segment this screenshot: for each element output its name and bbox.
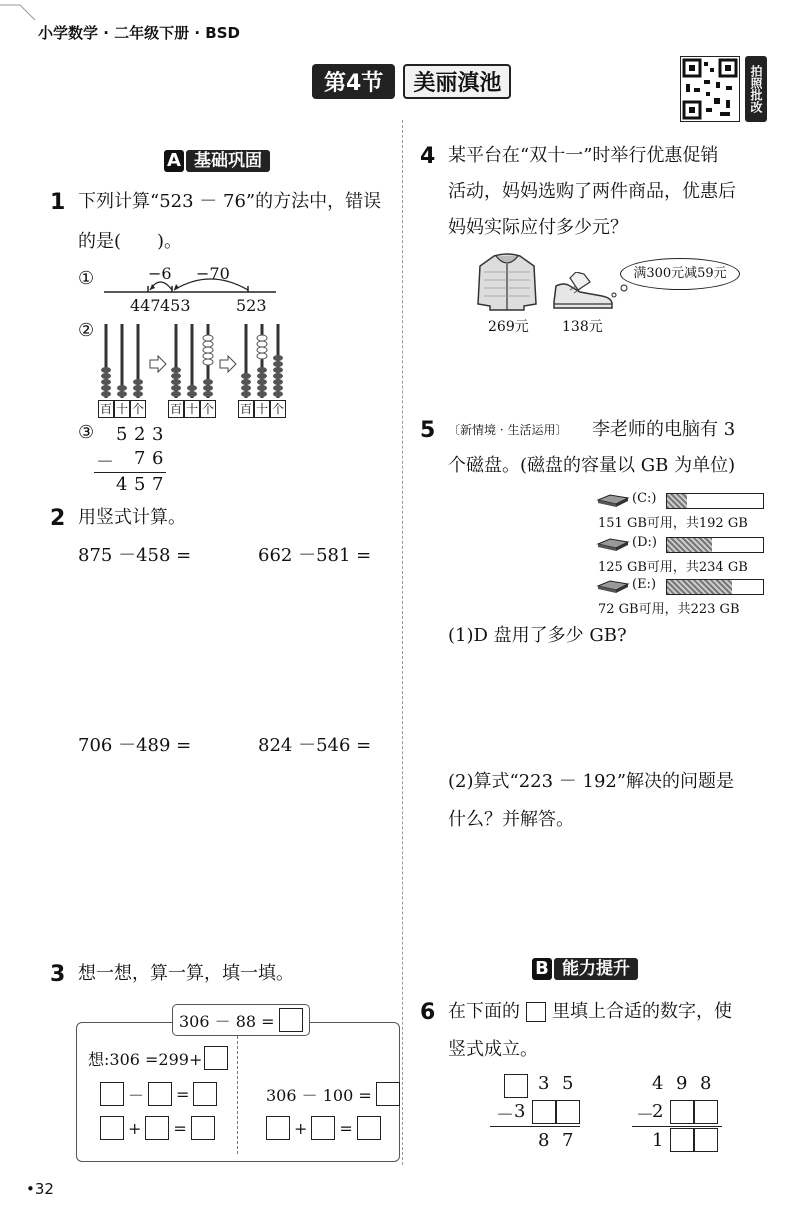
q3-top-expression xyxy=(172,1004,310,1036)
section-a-badge xyxy=(164,148,270,174)
q6-inline-box xyxy=(526,1002,546,1022)
q5-sub2-line1: (2)算式“223 － 192”解决的问题是 xyxy=(448,771,735,792)
q3-l2-box2[interactable] xyxy=(145,1116,169,1140)
q5-number: 5 xyxy=(420,418,436,443)
q1-v-top-o: 3 xyxy=(152,424,164,445)
q6-line1 xyxy=(448,992,732,1032)
abacus3-ones: 个 xyxy=(271,402,284,416)
q6-p1-box-top[interactable] xyxy=(504,1074,528,1098)
q5-sub2-line2: 什么？并解答。 xyxy=(448,809,574,830)
q1-step1: −6 xyxy=(148,264,172,283)
q6-p1-box-sub-o[interactable] xyxy=(556,1100,580,1124)
q6-line2: 竖式成立。 xyxy=(448,1039,538,1060)
abacus2-tens: 十 xyxy=(185,402,198,416)
disk-info: 151 GB可用，共192 GB xyxy=(598,516,748,531)
q5-sub1: (1)D 盘用了多少 GB? xyxy=(448,625,627,646)
abacus2-hundreds: 百 xyxy=(169,402,182,416)
q6-p2-rule xyxy=(632,1126,722,1127)
q1-abacus-diagram xyxy=(94,320,304,400)
q4-line3: 妈妈实际应付多少元？ xyxy=(448,217,628,238)
disk-usage-fill xyxy=(667,580,732,594)
abacus2-ones: 个 xyxy=(201,402,214,416)
q3-l2-box3[interactable] xyxy=(191,1116,215,1140)
q6-p1-box-sub-t[interactable] xyxy=(532,1100,556,1124)
disk-name: (E:) xyxy=(632,577,657,592)
q2-expr3: 706 －489 = xyxy=(78,735,192,756)
q3-top-expr-text: 306 － 88 = xyxy=(179,1011,275,1031)
q3-l2-box1[interactable] xyxy=(100,1116,124,1140)
q1-v-top-t: 2̇ xyxy=(134,424,146,445)
q3-right-row2 xyxy=(266,1116,381,1140)
abacus3-hundreds: 百 xyxy=(239,402,252,416)
q3-think-box[interactable] xyxy=(204,1046,228,1070)
q1-line2: 的是( )。 xyxy=(78,231,183,252)
q1-option2-marker: ② xyxy=(78,320,95,341)
q1-option3-marker: ③ xyxy=(78,422,95,443)
disk-usage-bar xyxy=(666,493,764,509)
q6-line1-a: 在下面的 xyxy=(448,1001,520,1022)
q2-number: 2 xyxy=(50,506,66,531)
page-number xyxy=(26,1180,54,1198)
section-b-badge xyxy=(532,956,638,982)
jacket-icon xyxy=(474,252,540,312)
q1-v-rule xyxy=(94,472,166,473)
q1-v-res-o: 7 xyxy=(152,474,164,495)
q1-option1-marker: ① xyxy=(78,268,95,289)
section-b-letter: B xyxy=(532,958,552,980)
q6-p2-sub: 2 xyxy=(652,1101,664,1122)
q1-number: 1 xyxy=(50,190,66,215)
section-b-label: 能力提升 xyxy=(554,958,638,980)
q6-p1-sub: 3 xyxy=(514,1101,526,1122)
q5-line2: 个磁盘。(磁盘的容量以 GB 为单位) xyxy=(448,455,736,476)
q1-step2: −70 xyxy=(196,264,230,283)
abacus3-tens: 十 xyxy=(255,402,268,416)
disk-usage-bar xyxy=(666,537,764,553)
q3-r2-box3[interactable] xyxy=(357,1116,381,1140)
q3-text: 想一想，算一算，填一填。 xyxy=(78,963,294,984)
q3-l2-op: + xyxy=(128,1118,142,1138)
q6-p1-minus: － xyxy=(496,1105,514,1126)
q3-expr2: 306 － 100 = xyxy=(266,1085,372,1105)
page-number-dot: • xyxy=(26,1180,35,1198)
q3-think-row xyxy=(88,1046,228,1070)
q6-p1-rule xyxy=(490,1126,580,1127)
page-corner-decoration xyxy=(0,0,40,40)
qr-code[interactable] xyxy=(680,56,740,122)
q6-p1-top-o: 5 xyxy=(562,1073,574,1094)
q6-p2-res-h: 1 xyxy=(652,1130,664,1151)
q1-v-top-h: 5̇ xyxy=(116,424,128,445)
q1-n447: 447 xyxy=(130,296,161,315)
q1-v-minus: － xyxy=(96,452,114,473)
q3-l1-box3[interactable] xyxy=(193,1082,217,1106)
q3-number: 3 xyxy=(50,962,66,987)
q3-r2-box2[interactable] xyxy=(311,1116,335,1140)
q2-expr4: 824 －546 = xyxy=(258,735,372,756)
section-name: 美丽滇池 xyxy=(403,64,511,99)
q6-number: 6 xyxy=(420,1000,436,1025)
q2-expr1: 875 －458 = xyxy=(78,545,192,566)
section-a-label: 基础巩固 xyxy=(186,150,270,172)
q3-l1-box1[interactable] xyxy=(100,1082,124,1106)
discount-bubble: 满300元减59元 xyxy=(620,258,740,290)
q1-line1: 下列计算“523 － 76”的方法中，错误 xyxy=(78,191,382,212)
disk-icon xyxy=(596,580,630,594)
q5-line1: 李老师的电脑有 3 xyxy=(592,419,736,440)
q1-v-sub-o: 6 xyxy=(152,448,164,469)
q6-p1-res-o: 7 xyxy=(562,1130,574,1151)
q3-r1-box[interactable] xyxy=(376,1082,400,1106)
q3-answer-box[interactable] xyxy=(279,1008,303,1032)
q3-left-row1 xyxy=(100,1082,217,1106)
disk-icon xyxy=(596,538,630,552)
q6-p2-minus: － xyxy=(636,1105,654,1126)
q6-p2-box-res-o[interactable] xyxy=(694,1128,718,1152)
q1-v-res-h: 4 xyxy=(116,474,128,495)
disk-name: (C:) xyxy=(632,491,657,506)
q6-p2-top-h: 4 xyxy=(652,1073,664,1094)
q1-n523: 523 xyxy=(236,296,267,315)
q3-r2-eq: = xyxy=(339,1118,353,1138)
bubble-tail xyxy=(606,284,630,300)
q6-p2-box-res-t[interactable] xyxy=(670,1128,694,1152)
section-a-letter: A xyxy=(164,150,184,172)
q4-line1: 某平台在“双十一”时举行优惠促销 xyxy=(448,145,719,166)
disk-info: 72 GB可用，共223 GB xyxy=(598,602,740,617)
photo-grade-label[interactable]: 拍照批改 xyxy=(745,56,767,122)
sneaker-price: 138元 xyxy=(562,319,603,335)
q3-left-row2 xyxy=(100,1116,215,1140)
q3-l2-eq: = xyxy=(173,1118,187,1138)
q6-p2-top-o: 8 xyxy=(700,1073,712,1094)
q5-tag: 〔新情境 · 生活运用〕 xyxy=(448,423,568,437)
q1-v-sub-t: 7 xyxy=(134,448,146,469)
abacus1-hundreds: 百 xyxy=(99,402,112,416)
q3-l1-op: － xyxy=(128,1085,145,1105)
q6-p1-res-t: 8 xyxy=(538,1130,550,1151)
disk-icon xyxy=(596,494,630,508)
q3-l1-box2[interactable] xyxy=(148,1082,172,1106)
jacket-price: 269元 xyxy=(488,319,529,335)
q2-text: 用竖式计算。 xyxy=(78,507,186,528)
q2-expr2: 662 －581 = xyxy=(258,545,372,566)
q4-number: 4 xyxy=(420,144,436,169)
disk-info: 125 GB可用，共234 GB xyxy=(598,560,748,575)
q6-p1-top-t: 3 xyxy=(538,1073,550,1094)
q3-r2-box1[interactable] xyxy=(266,1116,290,1140)
q6-line1-b: 里填上合适的数字，使 xyxy=(552,1001,732,1022)
q6-p2-top-t: 9 xyxy=(676,1073,688,1094)
section-number: 第4节 xyxy=(312,64,395,99)
page-number-value: 32 xyxy=(34,1180,54,1198)
q3-r2-op: + xyxy=(294,1118,308,1138)
q3-l1-eq: = xyxy=(176,1084,190,1104)
abacus1-ones: 个 xyxy=(131,402,144,416)
disk-usage-bar xyxy=(666,579,764,595)
book-title: 小学数学 · 二年级下册 · BSD xyxy=(38,24,240,42)
section-title xyxy=(312,64,511,98)
q4-line2: 活动，妈妈选购了两件商品，优惠后 xyxy=(448,181,736,202)
disk-usage-fill xyxy=(667,494,687,508)
disk-usage-fill xyxy=(667,538,712,552)
disk-name: (D:) xyxy=(632,535,657,550)
q3-right-row1 xyxy=(266,1082,400,1106)
q1-n453: 453 xyxy=(160,296,191,315)
q6-p2-box-sub-o[interactable] xyxy=(694,1100,718,1124)
q1-v-res-t: 5 xyxy=(134,474,146,495)
column-divider xyxy=(402,120,403,1165)
abacus1-tens: 十 xyxy=(115,402,128,416)
q3-think-text: 想:306 =299+ xyxy=(88,1049,203,1069)
q6-p2-box-sub-t[interactable] xyxy=(670,1100,694,1124)
q3-divider xyxy=(237,1036,238,1154)
